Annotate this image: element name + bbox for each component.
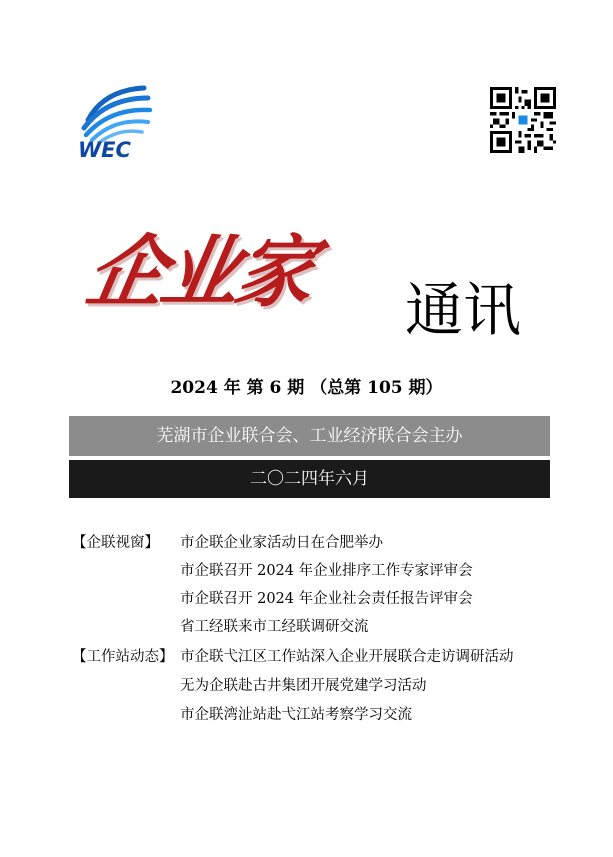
organizer-band: 芜湖市企业联合会、工业经济联合会主办 <box>69 416 550 456</box>
list-item[interactable]: 市企联召开 2024 年企业社会责任报告评审会 <box>180 591 473 607</box>
list-item[interactable]: 省工经联来市工经联调研交流 <box>180 619 369 635</box>
list-item[interactable]: 无为企联赴古井集团开展党建学习活动 <box>180 678 427 694</box>
masthead-subtitle: 通讯 <box>405 276 522 344</box>
list-item[interactable]: 市企联弋江区工作站深入企业开展联合走访调研活动 <box>180 649 514 665</box>
date-band: 二〇二四年六月 <box>69 460 550 498</box>
wec-logo <box>74 80 158 160</box>
list-item[interactable]: 市企联企业家活动日在合肥举办 <box>180 535 383 551</box>
list-item[interactable]: 市企联湾沚站赴弋江站考察学习交流 <box>180 707 412 723</box>
section-label-qilian: 【企联视窗】 <box>72 535 159 551</box>
wec-logo-text: WEC <box>78 138 131 160</box>
issue-line: 2024 年 第 6 期 （总第 105 期） <box>170 378 443 398</box>
qr-code <box>490 87 556 153</box>
list-item[interactable]: 市企联召开 2024 年企业排序工作专家评审会 <box>180 563 473 579</box>
masthead-title: 企业家 <box>80 227 319 318</box>
section-label-workstation: 【工作站动态】 <box>72 649 174 665</box>
